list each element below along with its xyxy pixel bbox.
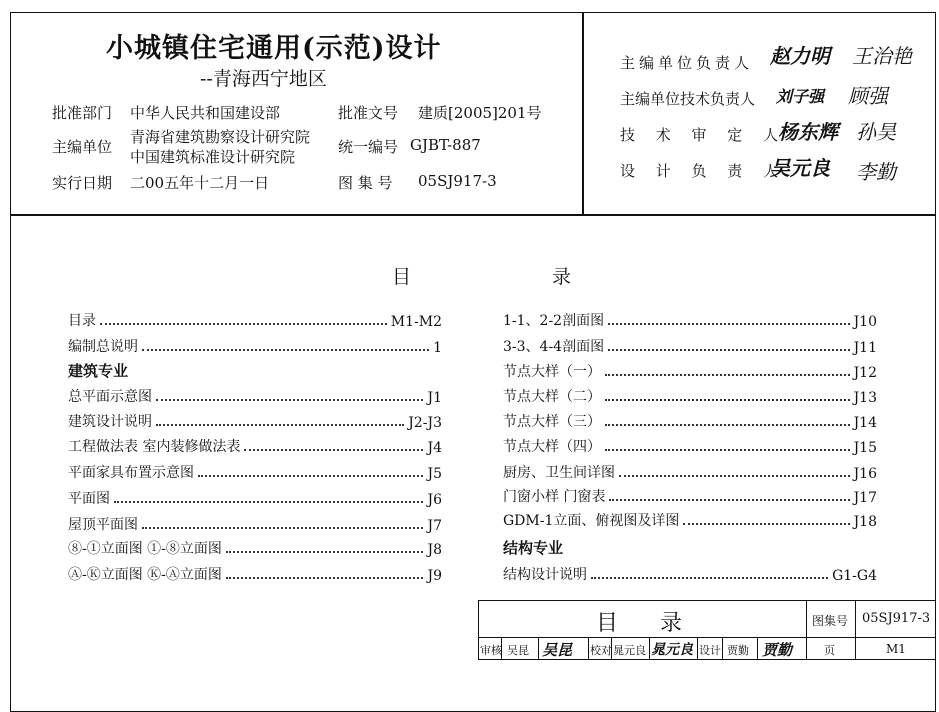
toc-item-page: J18 <box>853 514 877 530</box>
toc-item-title: 1-1、2-2剖面图 <box>503 313 605 329</box>
toc-item[interactable] <box>503 386 877 406</box>
header-vertical-divider <box>582 12 584 215</box>
toc-item-title: 平面家具布置示意图 <box>68 465 194 481</box>
editor-unit-label: 主编单位 <box>52 138 113 156</box>
toc-leader <box>605 374 850 376</box>
toc-leader <box>609 499 849 501</box>
sig-tech-reviewer-1: 杨东辉 <box>778 120 838 144</box>
toc-item-title: 节点大样（一） <box>503 364 601 380</box>
editor-unit-value-2: 中国建筑标准设计研究院 <box>130 148 296 166</box>
atlas-no-value: 05SJ917-3 <box>418 172 497 190</box>
toc-item-page: J6 <box>427 492 442 508</box>
toc-item-title: 工程做法表 室内装修做法表 <box>68 439 241 455</box>
toc-item[interactable] <box>503 310 877 330</box>
toc-item-title: 建筑设计说明 <box>68 414 152 430</box>
effective-date-label: 实行日期 <box>52 174 113 192</box>
title-block-title-right: 录 <box>660 611 683 636</box>
title-block-check-sig: 晁元良 <box>651 642 693 658</box>
toc-item-page: J2-J3 <box>408 415 442 431</box>
toc-item-page: J15 <box>853 440 877 456</box>
toc-heading-right: 录 <box>552 266 574 288</box>
toc-item-title: 平面图 <box>68 491 110 507</box>
toc-leader <box>244 449 423 451</box>
toc-item[interactable] <box>503 361 877 381</box>
toc-item-title: 厨房、卫生间详图 <box>503 465 615 481</box>
unified-no-label: 统一编号 <box>338 138 399 156</box>
title-block-design-label: 设计 <box>699 644 721 657</box>
toc-leader <box>619 475 850 477</box>
toc-item-page: J1 <box>427 390 442 406</box>
toc-item-page: J16 <box>853 466 877 482</box>
toc-item-title: 编制总说明 <box>68 339 138 355</box>
sig-label-tech-reviewer: 技 术 审 定 人 <box>620 126 787 144</box>
title-block-review-label: 审核 <box>480 644 502 657</box>
toc-item-title: 节点大样（四） <box>503 439 601 455</box>
toc-leader <box>142 527 423 529</box>
toc-item-title: 节点大样（二） <box>503 389 601 405</box>
approval-doc-label: 批准文号 <box>338 104 399 122</box>
sig-design-lead-1: 吴元良 <box>770 156 830 180</box>
toc-item-title: Ⓐ-Ⓚ立面图 Ⓚ-Ⓐ立面图 <box>68 567 222 583</box>
sig-tech-chief-2: 顾强 <box>848 84 888 108</box>
toc-item-page: J4 <box>427 440 442 456</box>
sig-tech-chief-1: 刘子强 <box>776 87 825 106</box>
toc-item-page: J13 <box>853 390 877 406</box>
toc-leader <box>605 449 850 451</box>
toc-leader <box>156 424 404 426</box>
toc-leader <box>591 577 828 579</box>
toc-item-page: J12 <box>853 365 877 381</box>
toc-leader <box>156 399 423 401</box>
toc-item-title: 屋顶平面图 <box>68 517 138 533</box>
toc-item[interactable] <box>68 462 442 482</box>
toc-item[interactable] <box>68 514 442 534</box>
toc-item-title: 节点大样（三） <box>503 414 601 430</box>
toc-item-page: M1-M2 <box>390 314 442 330</box>
toc-item[interactable] <box>503 510 877 530</box>
approval-doc-value: 建质[2005]201号 <box>418 104 542 122</box>
toc-item-title: 3-3、4-4剖面图 <box>503 339 605 355</box>
toc-leader <box>608 323 849 325</box>
toc-section-structure: 结构专业 <box>503 539 564 557</box>
title-block-atlas-label: 图集号 <box>812 614 849 628</box>
toc-item[interactable] <box>503 486 877 506</box>
toc-item[interactable] <box>68 564 442 584</box>
toc-leader <box>226 577 424 579</box>
toc-item-title: GDM-1立面、俯视图及详图 <box>503 513 680 529</box>
toc-item-title: 门窗小样 门窗表 <box>503 489 606 505</box>
toc-item-page: J7 <box>427 518 442 534</box>
toc-leader <box>605 399 850 401</box>
unified-no-value: GJBT-887 <box>410 136 481 154</box>
toc-item[interactable] <box>68 411 442 431</box>
toc-leader <box>100 323 387 325</box>
toc-item[interactable] <box>503 436 877 456</box>
approval-dept-label: 批准部门 <box>52 104 113 122</box>
toc-item-page: J10 <box>853 314 877 330</box>
title-block-atlas-value: 05SJ917-3 <box>862 611 931 626</box>
sig-chief-unit-2: 王治艳 <box>852 44 912 68</box>
toc-item[interactable] <box>503 336 877 356</box>
toc-item[interactable] <box>503 411 877 431</box>
approval-dept-value: 中华人民共和国建设部 <box>130 104 281 122</box>
toc-item[interactable] <box>68 538 442 558</box>
toc-item-page: G1-G4 <box>832 568 877 584</box>
toc-leader <box>605 424 850 426</box>
toc-item-page: J11 <box>853 340 877 356</box>
title-block-design-name: 贾勤 <box>727 644 749 657</box>
title-block-check-name: 晁元良 <box>613 644 646 657</box>
title-block-review-sig: 吴昆 <box>542 641 573 659</box>
sig-label-chief-unit: 主编单位负责人 <box>620 54 754 72</box>
page-title: 小城镇住宅通用(示范)设计 <box>106 33 442 64</box>
toc-item-page: J9 <box>427 568 442 584</box>
toc-item[interactable] <box>68 488 442 508</box>
toc-item-page: 1 <box>433 340 442 356</box>
toc-item-page: J8 <box>427 542 442 558</box>
toc-item[interactable] <box>68 310 442 330</box>
sig-design-lead-2: 李勤 <box>856 160 896 184</box>
toc-item[interactable] <box>68 336 442 356</box>
toc-item[interactable] <box>68 436 442 456</box>
title-block-review-name: 吴昆 <box>507 644 529 657</box>
title-block-col-divider <box>855 600 856 660</box>
toc-item-title: 结构设计说明 <box>503 567 587 583</box>
title-block-design-sig: 贾勤 <box>762 641 793 659</box>
toc-item[interactable] <box>503 564 877 584</box>
toc-item[interactable] <box>503 462 877 482</box>
title-block-check-label: 校对 <box>590 644 612 657</box>
editor-unit-value-1: 青海省建筑勘察设计研究院 <box>130 128 311 146</box>
title-block-page-value: M1 <box>886 642 906 656</box>
toc-item-page: J14 <box>853 415 877 431</box>
toc-leader <box>142 349 429 351</box>
title-block-page-label: 页 <box>824 644 835 657</box>
effective-date-value: 二00五年十二月一日 <box>130 174 270 192</box>
header-divider <box>10 214 936 216</box>
toc-leader <box>608 349 849 351</box>
toc-section-architecture: 建筑专业 <box>68 362 129 380</box>
sig-chief-unit-1: 赵力明 <box>770 44 830 68</box>
toc-leader <box>683 523 849 525</box>
sig-label-design-lead: 设 计 负 责 人 <box>620 162 787 180</box>
toc-leader <box>198 475 423 477</box>
toc-item-page: J5 <box>427 466 442 482</box>
toc-item[interactable] <box>68 386 442 406</box>
toc-item-page: J17 <box>853 490 877 506</box>
toc-leader <box>114 501 423 503</box>
toc-item-title: ⑧-①立面图 ①-⑧立面图 <box>68 541 222 557</box>
title-block-col-divider <box>806 600 807 660</box>
sig-tech-reviewer-2: 孙昊 <box>856 120 896 144</box>
title-block-row-divider <box>478 637 936 638</box>
page-subtitle: --青海西宁地区 <box>200 68 327 90</box>
toc-item-title: 目录 <box>68 313 96 329</box>
atlas-no-label: 图 集 号 <box>338 174 393 192</box>
sig-label-tech-chief: 主编单位技术负责人 <box>620 90 756 108</box>
title-block-title-left: 目 <box>596 611 619 636</box>
toc-leader <box>226 551 424 553</box>
toc-heading-left: 目 <box>392 266 414 288</box>
toc-item-title: 总平面示意图 <box>68 389 152 405</box>
